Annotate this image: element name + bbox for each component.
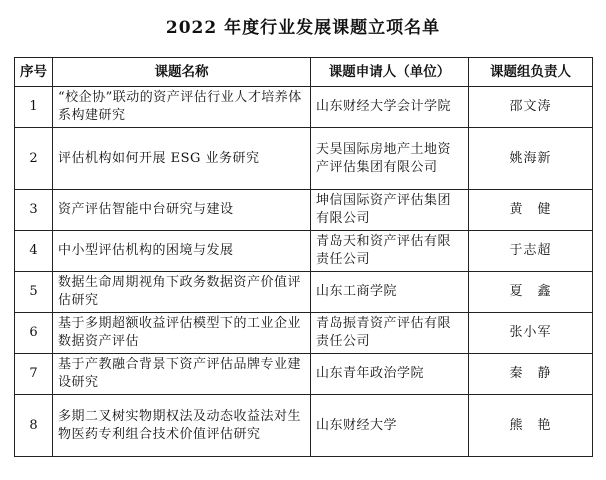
- header-team-leader: 课题组负责人: [469, 58, 593, 87]
- row-applicant-unit: 天昊国际房地产土地资产评估集团有限公司: [311, 128, 469, 190]
- row-applicant-unit: 青岛天和资产评估有限责任公司: [311, 231, 469, 272]
- row-team-leader: 秦 静: [469, 354, 593, 395]
- row-team-leader: 夏 鑫: [469, 272, 593, 313]
- row-applicant-unit: 青岛振青资产评估有限责任公司: [311, 313, 469, 354]
- table-row: [15, 190, 593, 231]
- row-applicant-unit: 山东财经大学会计学院: [311, 87, 469, 128]
- table-row: [15, 313, 593, 354]
- table-row: [15, 87, 593, 128]
- row-project-name: 资产评估智能中台研究与建设: [53, 190, 311, 231]
- row-team-leader: 姚海新: [469, 128, 593, 190]
- table-row: [15, 231, 593, 272]
- row-team-leader: 熊 艳: [469, 395, 593, 457]
- table-row: [15, 272, 593, 313]
- header-no: 序号: [15, 58, 53, 87]
- row-team-leader: 张小军: [469, 313, 593, 354]
- table-row: [15, 128, 593, 190]
- row-team-leader: 黄 健: [469, 190, 593, 231]
- project-table: [14, 57, 593, 457]
- row-project-name: “校企协”联动的资产评估行业人才培养体系构建研究: [53, 87, 311, 128]
- row-no: 7: [15, 354, 53, 395]
- row-project-name: 多期二叉树实物期权法及动态收益法对生物医药专利组合技术价值评估研究: [53, 395, 311, 457]
- table-row: [15, 354, 593, 395]
- row-project-name: 评估机构如何开展 ESG 业务研究: [53, 128, 311, 190]
- row-no: 5: [15, 272, 53, 313]
- header-project-name: 课题名称: [53, 58, 311, 87]
- row-no: 8: [15, 395, 53, 457]
- row-no: 2: [15, 128, 53, 190]
- row-no: 1: [15, 87, 53, 128]
- table-row: [15, 395, 593, 457]
- row-project-name: 数据生命周期视角下政务数据资产价值评估研究: [53, 272, 311, 313]
- row-applicant-unit: 坤信国际资产评估集团有限公司: [311, 190, 469, 231]
- row-team-leader: 邵文涛: [469, 87, 593, 128]
- row-project-name: 基于多期超额收益评估模型下的工业企业数据资产评估: [53, 313, 311, 354]
- row-applicant-unit: 山东财经大学: [311, 395, 469, 457]
- table-header-row: [15, 58, 593, 87]
- row-team-leader: 于志超: [469, 231, 593, 272]
- row-project-name: 基于产教融合背景下资产评估品牌专业建设研究: [53, 354, 311, 395]
- row-applicant-unit: 山东青年政治学院: [311, 354, 469, 395]
- row-no: 4: [15, 231, 53, 272]
- row-no: 6: [15, 313, 53, 354]
- row-project-name: 中小型评估机构的困境与发展: [53, 231, 311, 272]
- document-title: 2022 年度行业发展课题立项名单: [165, 18, 441, 38]
- header-applicant-unit: 课题申请人（单位）: [311, 58, 469, 87]
- row-no: 3: [15, 190, 53, 231]
- row-applicant-unit: 山东工商学院: [311, 272, 469, 313]
